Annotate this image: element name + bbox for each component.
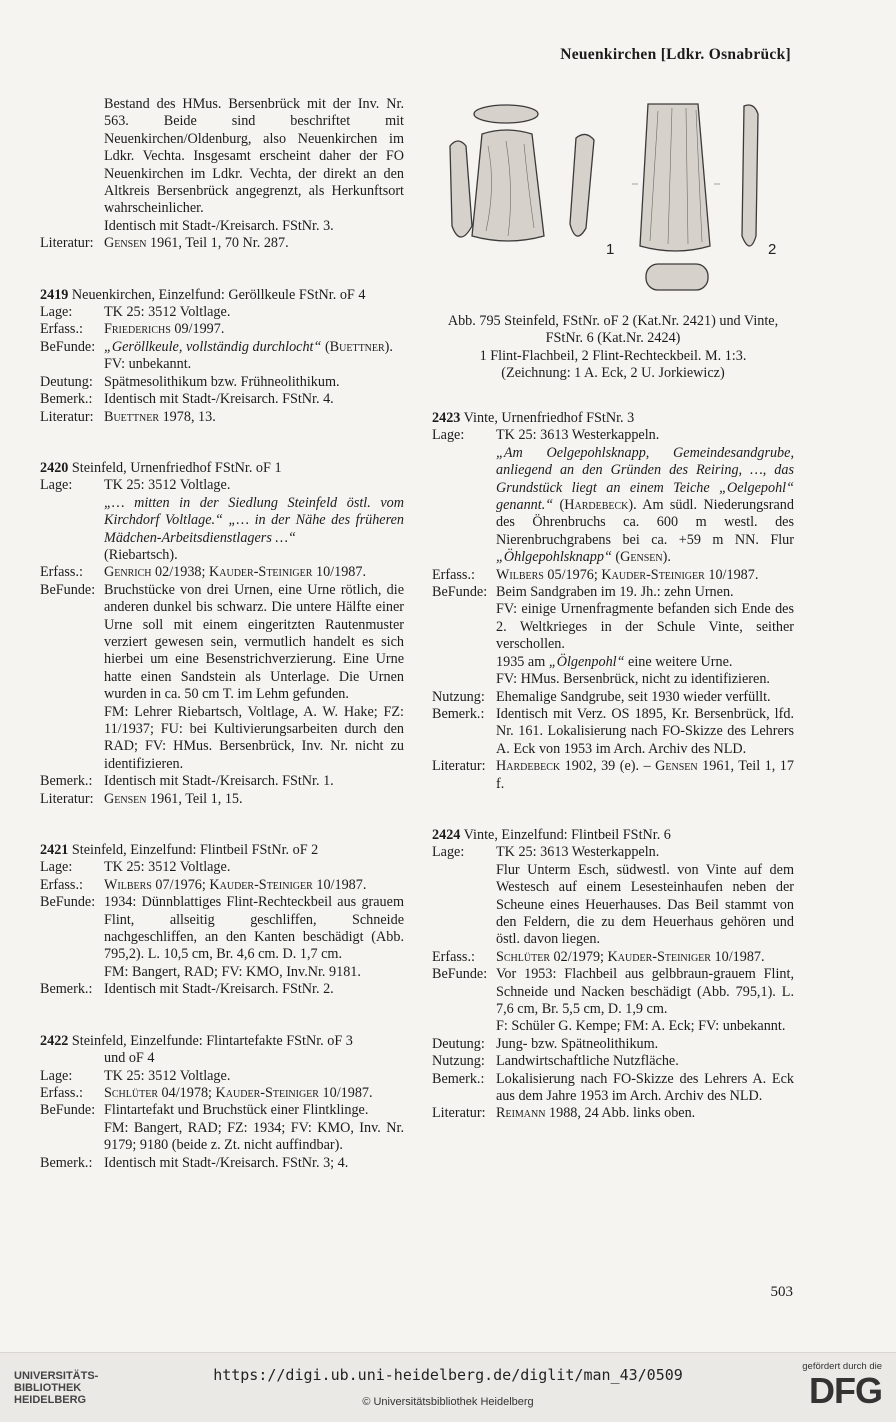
running-head: Neuenkirchen [Ldkr. Osnabrück]	[560, 46, 791, 63]
axe1-top-view	[474, 105, 538, 123]
axe1-side-view-left	[450, 141, 472, 237]
figure-label-1: 1	[606, 241, 615, 258]
continued-remark: Identisch mit Stadt-/Kreisarch. FStNr. 3.	[104, 217, 334, 234]
entry-2422: 2422 Steinfeld, Einzelfunde: Flintartefakte FStNr. oF 3 und oF 4 Lage: TK 25: 3512 Voltlage. Erfass.: Schlüter 04/1978; Kauder-Steiniger 10/1987. BeFunde: Flintartefakt und Bruchstück einer Flintklinge. FM: Bangert, RAD; FZ: 1934; FV: KMO, Inv. Nr. 9179; 9180 (beide z. Zt. nicht auffindbar). Bemerk.: Identisch mit Stadt-/Kreisarch. FStNr. 3; 4.	[40, 1032, 404, 1171]
viewer-footer	[0, 1352, 896, 1422]
continued-text: Bestand des HMus. Bersenbrück mit der Inv. Nr. 563. Beide sind beschriftet mit Neuenkirchen/Oldenburg, also Neuenkirchen im Ldkr. Vechta. Insgesamt erscheint daher der FO Neuenkirchen im Ldkr. Vechta, der direkt an den Altkreis Bersenbrück angegrenzt, als Herkunftsort wahrscheinlicher.	[104, 96, 404, 217]
right-column	[432, 410, 794, 1123]
entry-2423: 2423 Vinte, Urnenfriedhof FStNr. 3 Lage: TK 25: 3613 Westerkappeln. „Am Oelgepohlsknapp, Gemeindesandgrube, anliegend an den Gründen des Reiring, …, das Grundstück liegt an einem Teiche „Oelgepohl“ genannt.“ (Hardebeck). Am südl. Niederungsrand des Öhrenbruchs ca. 600 m westl. des Nierenbruchgrabens bei ca. +59 m NN. Flur „Öhlgepohlsknapp“ (Gensen). Erfass.: Wilbers 05/1976; Kauder-Steiniger 10/1987. BeFunde: Beim Sandgraben im 19. Jh.: zehn Urnen. FV: einige Urnenfragmente befanden sich Ende des 2. Weltkrieges in der Schule Vinte, seither verschollen. 1935 am „Ölgenpohl“ eine weitere Urne. FV: HMus. Bersenbrück, nicht zu identifizieren. Nutzung: Ehemalige Sandgrube, seit 1930 wieder verfüllt. Bemerk.: Identisch mit Verz. OS 1895, Kr. Bersenbrück, lfd. Nr. 161. Lokalisierung nach FO-Skizze des Lehrers A. Eck von 1953 im Arch. Archiv des NLD. Literatur: Hardebeck 1902, 39 (e). – Gensen 1961, Teil 1, 17 f.	[432, 410, 794, 792]
continued-literature: Literatur: Gensen 1961, Teil 1, 70 Nr. 287.	[40, 235, 289, 252]
copyright-notice: © Universitätsbibliothek Heidelberg	[362, 1396, 534, 1408]
entry-2424: 2424 Vinte, Einzelfund: Flintbeil FStNr. 6 Lage: TK 25: 3613 Westerkappeln. Flur Unterm Esch, südwestl. von Vinte auf dem Westesch auf einem Lesesteinhaufen neben der Scheune eines Heuerhauses. Das Beil stammt von den Feldern, die zu dem Heuerhaus gehören und östl. davon liegen. Erfass.: Schlüter 02/1979; Kauder-Steiniger 10/1987. BeFunde: Vor 1953: Flachbeil aus gelbbraun-grauem Flint, Schneide und Nacken beschädigt (Abb. 795,1). L. 7,6 cm, Br. 5,5 cm, D. 1,9 cm. F: Schüler G. Kempe; FM: A. Eck; FV: unbekannt. Deutung: Jung- bzw. Spätneolithikum. Nutzung: Landwirtschaftliche Nutzfläche. Bemerk.: Lokalisierung nach FO-Skizze des Lehrers A. Eck aus dem Jahre 1953 im Arch. Archiv des NLD. Literatur: Reimann 1988, 24 Abb. links oben.	[432, 826, 794, 1122]
axe-drawings	[436, 96, 792, 296]
dfg-logo[interactable]: gefördert durch die DFG	[802, 1361, 882, 1411]
library-logo[interactable]: UNIVERSITÄTS- BIBLIOTHEK HEIDELBERG	[14, 1370, 99, 1406]
entry-2419: 2419 Neuenkirchen, Einzelfund: Geröllkeule FStNr. oF 4 Lage: TK 25: 3512 Voltlage. Erfass.: Friederichs 09/1997. BeFunde: „Geröllkeule, vollständig durchlocht“ (Buettner). FV: unbekannt. Deutung: Spätmesolithikum bzw. Frühneolithikum. Bemerk.: Identisch mit Stadt-/Kreisarch. FStNr. 4. Literatur: Buettner 1978, 13.	[40, 286, 393, 425]
axe1-side-view-right	[570, 134, 594, 236]
figure-label-2: 2	[768, 241, 777, 258]
figure-caption: Abb. 795 Steinfeld, FStNr. oF 2 (Kat.Nr. 2421) und Vinte, FStNr. 6 (Kat.Nr. 2424) 1 Flint-Flachbeil, 2 Flint-Rechteckbeil. M. 1:3. (Zeichnung: 1 A. Eck, 2 U. Jorkiewicz)	[447, 313, 779, 382]
axe2-cross-section	[646, 264, 708, 290]
page-number: 503	[770, 1284, 793, 1300]
axe2-side-view	[742, 105, 758, 246]
permalink-url[interactable]: https://digi.ub.uni-heidelberg.de/diglit/man_43/0509	[213, 1366, 683, 1384]
entry-2421: 2421 Steinfeld, Einzelfund: Flintbeil FStNr. oF 2 Lage: TK 25: 3512 Voltlage. Erfass.: Wilbers 07/1976; Kauder-Steiniger 10/1987. BeFunde: 1934: Dünnblattiges Flint-Rechteckbeil aus grauem Flint, allseitig geschliffen, Schneide nachgeschliffen, an den Kanten beschädigt (Abb. 795,2). L. 10,5 cm, Br. 4,6 cm. D. 1,7 cm. FM: Bangert, RAD; FV: KMO, Inv.Nr. 9181. Bemerk.: Identisch mit Stadt-/Kreisarch. FStNr. 2.	[40, 842, 404, 998]
entry-2420: 2420 Steinfeld, Urnenfriedhof FStNr. oF 1 Lage: TK 25: 3512 Voltlage. „… mitten in der Siedlung Steinfeld östl. vom Kirchdorf Voltlage.“ „… in der Nähe des früheren Mädchen-Arbeitsdienstlagers …“ (Riebartsch). Erfass.: Genrich 02/1938; Kauder-Steiniger 10/1987. BeFunde: Bruchstücke von drei Urnen, eine Urne rötlich, die anderen dunkel bis schwarz. Die untere Hälfte einer Urne soll mit einem eingeritzten Rautenmuster verziert gewesen sein, vermutlich handelt es sich hierbei um eine Besenstrichverzierung. Eine Urne hatte einen Sandstein als Unterlage. Die Urnen wurden in ca. 50 cm T. im Lehm gefunden. FM: Lehrer Riebartsch, Voltlage, A. W. Hake; FZ: 11/1937; FU: bei Kultivierungsarbeiten durch den RAD; FV: HMus. Bersenbrück, Inv. Nr. nicht zu identifizieren. Bemerk.: Identisch mit Stadt-/Kreisarch. FStNr. 1. Literatur: Gensen 1961, Teil 1, 15.	[40, 459, 404, 807]
left-column	[40, 96, 404, 1172]
figure-795	[436, 96, 792, 296]
